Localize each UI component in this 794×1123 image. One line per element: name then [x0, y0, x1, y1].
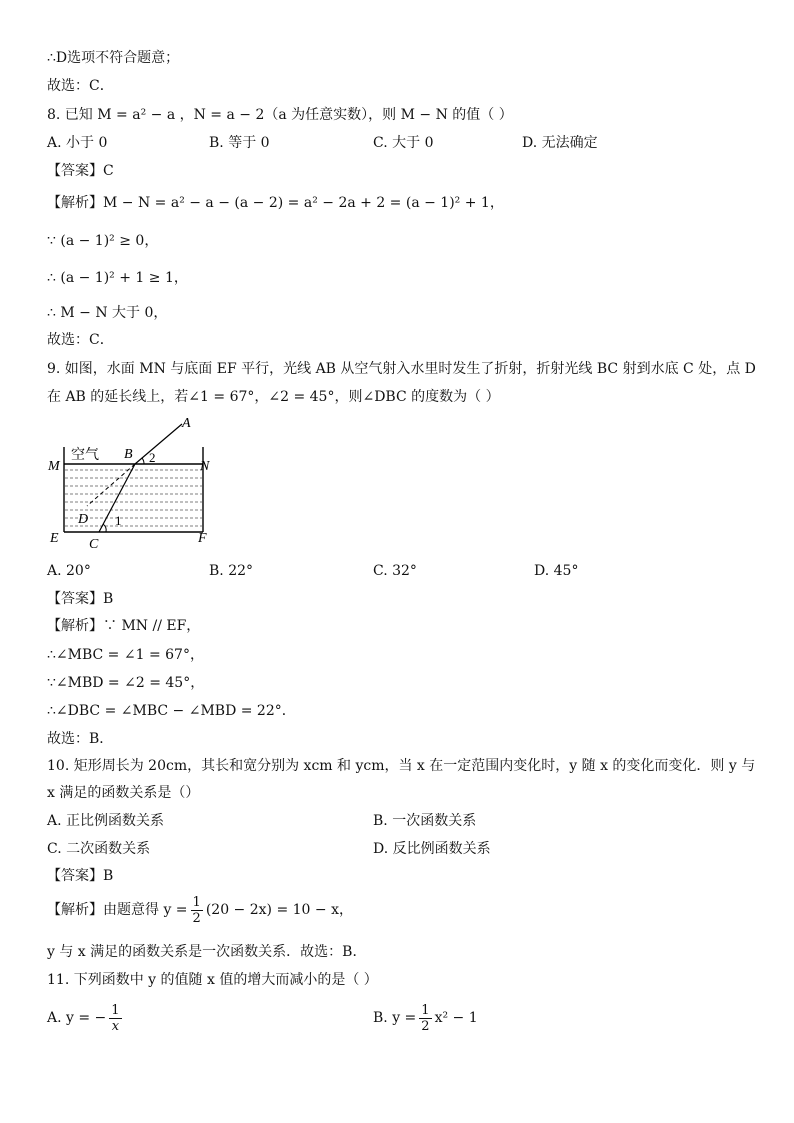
q10-solution-1: [47, 893, 353, 927]
fraction-numerator: 1: [421, 1002, 430, 1018]
q10-option-b: B. 一次函数关系: [373, 813, 477, 829]
q8-solution-2: ∵ (a − 1)² ≥ 0，: [47, 233, 159, 249]
q9-solution-1: 【解析】∵ MN // EF，: [47, 618, 201, 634]
q11-option-b: [373, 1001, 478, 1035]
q10-option-d: D. 反比例函数关系: [373, 841, 491, 857]
q8-option-b: B. 等于 0: [209, 135, 270, 151]
label-b: B: [124, 447, 133, 462]
q9-solution-2: ∴∠MBC = ∠1 = 67°，: [47, 647, 204, 663]
l1: ∴D选项不符合题意；: [47, 50, 180, 66]
q8-solution-1: 【解析】M − N = a² − a − (a − 2) = a² − 2a + 2 = (a − 1)² + 1，: [47, 195, 504, 211]
q9-answer: 【答案】B: [47, 591, 114, 607]
label-f: F: [198, 531, 207, 546]
angle-1-arc: [103, 524, 106, 532]
q8-solution-3: ∴ (a − 1)² + 1 ≥ 1，: [47, 270, 188, 286]
q9-select: 故选：B．: [47, 731, 114, 747]
fraction-half: [191, 895, 203, 926]
fraction-numerator: 1: [111, 1002, 120, 1018]
q9-stem-line1: 9. 如图，水面 MN 与底面 EF 平行，光线 AB 从空气射入水里时发生了折射，折射光线 BC 射到水底 C 处，点 D: [47, 361, 756, 377]
q9-option-c: C. 32°: [373, 563, 417, 579]
q11-option-b-suffix: x² − 1: [434, 1010, 478, 1026]
q10-solution-2: y 与 x 满足的函数关系是一次函数关系．故选：B．: [47, 944, 367, 960]
label-c: C: [89, 537, 99, 552]
q9-solution-3: ∵∠MBD = ∠2 = 45°，: [47, 675, 205, 691]
fraction-one-over-x: [109, 1003, 121, 1034]
label-n: N: [200, 459, 210, 474]
q8-stem: 8. 已知 M = a² − a ，N = a − 2（a 为任意实数），则 M − N 的值（ ）: [47, 107, 513, 123]
q8-option-a: A. 小于 0: [47, 135, 108, 151]
q9-solution-4: ∴∠DBC = ∠MBC − ∠MBD = 22°．: [47, 703, 296, 719]
label-air: 空气: [71, 448, 99, 463]
label-a: A: [182, 416, 191, 431]
fraction-denominator: 2: [421, 1018, 430, 1034]
label-e: E: [50, 531, 59, 546]
q8-option-d: D. 无法确定: [522, 135, 598, 151]
q11-option-a: [47, 1001, 125, 1035]
q9-option-b: B. 22°: [209, 563, 254, 579]
q8-select: 故选：C．: [47, 332, 114, 348]
q10-solution-prefix: 【解析】由题意得 y =: [47, 902, 188, 918]
refraction-figure: [40, 412, 230, 552]
fraction-denominator: x: [111, 1018, 120, 1034]
q9-option-a: A. 20°: [47, 563, 91, 579]
q10-option-c: C. 二次函数关系: [47, 841, 151, 857]
angle-2-arc: [142, 458, 144, 464]
q9-stem-line2: 在 AB 的延长线上，若∠1 = 67°，∠2 = 45°，则∠DBC 的度数为（ ）: [47, 389, 500, 405]
l2: 故选：C．: [47, 78, 114, 94]
q10-stem-line2: x 满足的函数关系是（）: [47, 785, 200, 801]
fraction-numerator: 1: [192, 894, 201, 910]
q10-answer: 【答案】B: [47, 868, 114, 884]
label-angle-1: 1: [115, 513, 122, 528]
fraction-one-half: [419, 1003, 431, 1034]
q11-stem: 11. 下列函数中 y 的值随 x 值的增大而减小的是（ ）: [47, 972, 378, 988]
q10-solution-suffix: (20 − 2x) = 10 − x，: [205, 902, 353, 918]
q8-option-c: C. 大于 0: [373, 135, 434, 151]
q10-stem-line1: 10. 矩形周长为 20cm，其长和宽分别为 xcm 和 ycm，当 x 在一定范围内变化时，y 随 x 的变化而变化．则 y 与: [47, 758, 756, 774]
label-angle-2: 2: [149, 450, 156, 465]
q11-option-b-prefix: B. y =: [373, 1010, 417, 1026]
q11-option-a-prefix: A. y = −: [47, 1010, 107, 1026]
q10-option-a: A. 正比例函数关系: [47, 813, 165, 829]
fraction-denominator: 2: [192, 910, 201, 926]
q8-answer: 【答案】C: [47, 163, 114, 179]
q8-solution-4: ∴ M − N 大于 0，: [47, 305, 168, 321]
q9-option-d: D. 45°: [534, 563, 579, 579]
label-d: D: [78, 512, 89, 527]
label-m: M: [48, 459, 60, 474]
